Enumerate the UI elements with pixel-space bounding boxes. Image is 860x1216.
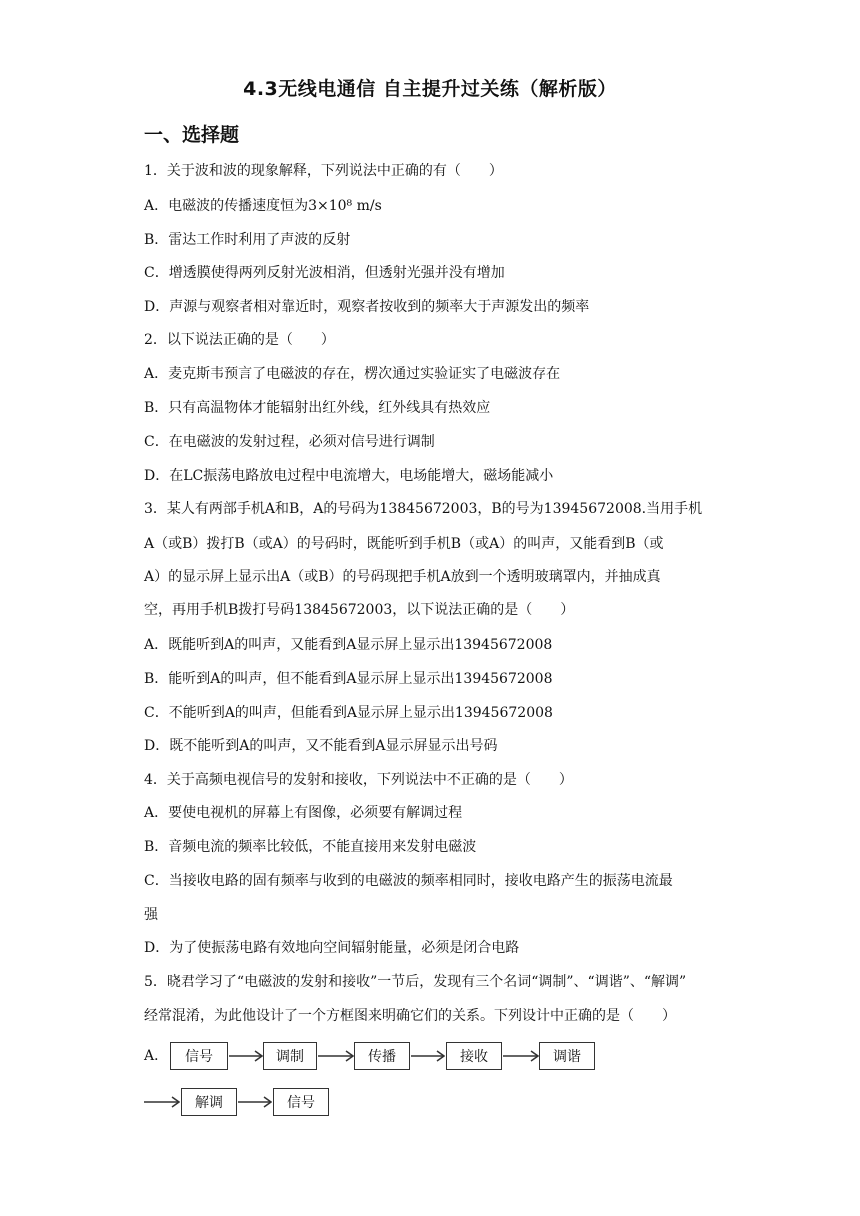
text-line: D．既不能听到A的叫声，又不能看到A显示屏显示出号码 bbox=[144, 738, 498, 754]
text-line: A．要使电视机的屏幕上有图像，必须要有解调过程 bbox=[144, 805, 463, 821]
text-line: A．麦克斯韦预言了电磁波的存在，楞次通过实验证实了电磁波存在 bbox=[144, 366, 561, 382]
text-line: C．不能听到A的叫声，但能看到A显示屏上显示出13945672008 bbox=[144, 705, 553, 721]
flow-box-demodulation: 解调 bbox=[181, 1088, 237, 1116]
option-a-label: A． bbox=[144, 1048, 169, 1064]
text-line: B．音频电流的频率比较低，不能直接用来发射电磁波 bbox=[144, 839, 477, 855]
text-line: 强 bbox=[144, 907, 158, 923]
text-line: 1．关于波和波的现象解释，下列说法中正确的有（ ） bbox=[144, 163, 503, 179]
flow-box-reception: 接收 bbox=[446, 1042, 502, 1070]
text-line: C．增透膜使得两列反射光波相消，但透射光强并没有增加 bbox=[144, 265, 505, 281]
text-line: 4．关于高频电视信号的发射和接收，下列说法中不正确的是（ ） bbox=[144, 772, 573, 788]
text-line: A．电磁波的传播速度恒为3×10⁸ m/s bbox=[144, 198, 382, 214]
arrow-icon bbox=[229, 1049, 263, 1063]
arrow-icon bbox=[411, 1049, 445, 1063]
text-line: 经常混淆，为此他设计了一个方框图来明确它们的关系。下列设计中正确的是（ ） bbox=[144, 1008, 676, 1024]
text-line: A）的显示屏上显示出A（或B）的号码现把手机A放到一个透明玻璃罩内，并抽成真 bbox=[144, 569, 661, 585]
text-line: C．在电磁波的发射过程，必须对信号进行调制 bbox=[144, 434, 435, 450]
text-line: 2．以下说法正确的是（ ） bbox=[144, 332, 335, 348]
text-line: B．雷达工作时利用了声波的反射 bbox=[144, 232, 351, 248]
arrow-icon bbox=[503, 1049, 539, 1063]
flow-box-tuning: 调谐 bbox=[539, 1042, 595, 1070]
document-title: 4.3无线电通信 自主提升过关练（解析版） bbox=[243, 78, 617, 100]
text-line: B．能听到A的叫声，但不能看到A显示屏上显示出13945672008 bbox=[144, 671, 553, 687]
text-line: D．在LC振荡电路放电过程中电流增大，电场能增大，磁场能减小 bbox=[144, 468, 554, 484]
text-line: C．当接收电路的固有频率与收到的电磁波的频率相同时，接收电路产生的振荡电流最 bbox=[144, 873, 673, 889]
text-line: A（或B）拨打B（或A）的号码时，既能听到手机B（或A）的叫声，又能看到B（或 bbox=[144, 536, 664, 552]
text-line: 空，再用手机B拨打号码13845672003，以下说法正确的是（ ） bbox=[144, 602, 575, 618]
arrow-icon bbox=[318, 1049, 354, 1063]
text-line: D．为了使振荡电路有效地向空间辐射能量，必须是闭合电路 bbox=[144, 940, 520, 956]
arrow-icon bbox=[144, 1095, 180, 1109]
flow-box-propagation: 传播 bbox=[354, 1042, 410, 1070]
text-line: 5．晓君学习了“电磁波的发射和接收”一节后，发现有三个名词“调制”、“调谐”、“解调” bbox=[144, 974, 687, 990]
text-line: 3．某人有两部手机A和B，A的号码为13845672003，B的号为13945672008.当用手机 bbox=[144, 501, 703, 517]
flow-box-signal-output: 信号 bbox=[273, 1088, 329, 1116]
flow-box-signal: 信号 bbox=[170, 1042, 228, 1070]
arrow-icon bbox=[238, 1095, 272, 1109]
text-line: A．既能听到A的叫声，又能看到A显示屏上显示出13945672008 bbox=[144, 637, 553, 653]
flow-box-modulation: 调制 bbox=[263, 1042, 317, 1070]
text-line: B．只有高温物体才能辐射出红外线，红外线具有热效应 bbox=[144, 400, 491, 416]
text-line: D．声源与观察者相对靠近时，观察者按收到的频率大于声源发出的频率 bbox=[144, 299, 590, 315]
section-heading: 一、选择题 bbox=[144, 124, 240, 146]
